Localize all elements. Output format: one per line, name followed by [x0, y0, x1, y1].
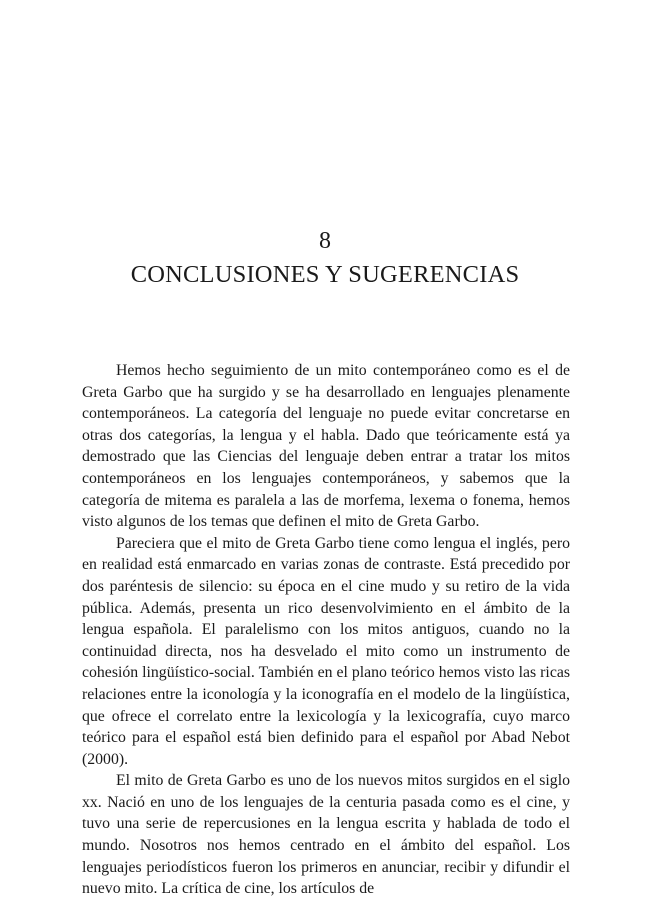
- paragraph-1: Hemos hecho seguimiento de un mito contemporáneo como es el de Greta Garbo que ha surgido y se ha desarrollado en lenguajes plenamente contemporáneos. La categoría del lenguaje no puede evitar concretarse en otras dos categorías, la lengua y el habla. Dado que teóricamente está ya demostrado que las Ciencias del lenguaje deben entrar a tratar los mitos contemporáneos en los lenguajes contemporáneos, y sabemos que la categoría de mitema es paralela a las de morfema, lexema o fonema, hemos visto algunos de los temas que definen el mito de Greta Garbo.: [82, 362, 570, 531]
- paragraph-3: El mito de Greta Garbo es uno de los nuevos mitos surgidos en el siglo xx. Nació en uno de los lenguajes de la centuria pasada como es el cine, y tuvo una serie de repercusiones en la lengua escrita y hablada de todo el mundo. Nosotros nos hemos centrado en el ámbito del español. Los lenguajes periodísticos fueron los primeros en anunciar, recibir y difundir el nuevo mito. La crítica de cine, los artículos de: [82, 772, 570, 898]
- chapter-number: 8: [319, 228, 331, 254]
- body-text: [82, 360, 570, 900]
- chapter-title: CONCLUSIONES Y SUGERENCIAS: [130, 261, 520, 288]
- paragraph-2: Pareciera que el mito de Greta Garbo tiene como lengua el inglés, pero en realidad está enmarcado en varias zonas de contraste. Está precedido por dos paréntesis de silencio: su época en el cine mudo y su retiro de la vida pública. Además, presenta un rico desenvolvimiento en el ámbito de la lengua española. El paralelismo con los mitos antiguos, cuando no la continuidad directa, nos ha desvelado el mito como un instrumento de cohesión lingüístico-social. También en el plano teórico hemos visto las ricas relaciones entre la iconología y la iconografía en el modelo de la lingüística, que ofrece el correlato entre la lexicología y la lexicografía, cuyo marco teórico para el español está bien definido para el español por Abad Nebot (2000).: [82, 534, 570, 768]
